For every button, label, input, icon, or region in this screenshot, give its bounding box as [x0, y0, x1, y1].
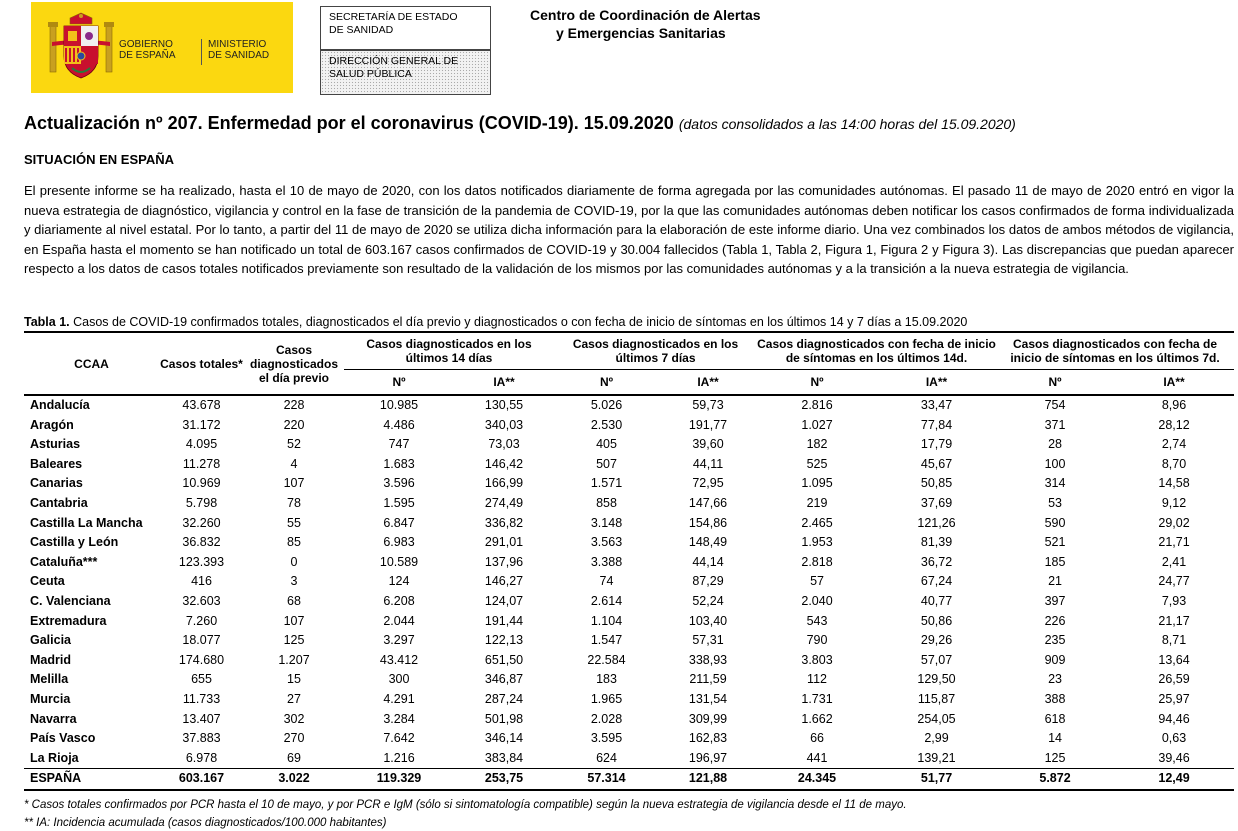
col-header-dia-previo: Casos diagnosticados el día previo	[244, 332, 344, 395]
table-row	[24, 553, 1234, 573]
cell-ia-sint-14d: 254,05	[917, 711, 956, 726]
total-n-sint-7d: 5.872	[996, 769, 1114, 790]
cell-ia-7d: 87,29	[692, 574, 724, 589]
cell-n-sint-7d: 909	[1044, 652, 1066, 667]
cell-ia-14d: 146,42	[484, 456, 524, 471]
cell-n-sint-14d: 1.027	[801, 417, 833, 432]
cell-n-sint-14d: 2.040	[801, 593, 833, 608]
cell-ia-sint-14d: 57,07	[920, 652, 953, 667]
total-n-14d: 119.329	[344, 769, 454, 790]
table-row	[24, 592, 1234, 612]
cell-n-14d: 4.486	[383, 417, 415, 432]
cell-casos-totales: 32.260	[182, 515, 221, 530]
cell-dia-previo: 69	[287, 750, 301, 765]
cell-ia-7d: 39,60	[692, 437, 724, 452]
cell-n-14d: 4.291	[383, 691, 415, 706]
cell-n-7d: 2.530	[590, 417, 623, 432]
table-row	[24, 651, 1234, 671]
table-total-row	[24, 769, 1234, 790]
cell-casos-totales: 7.260	[185, 613, 218, 628]
cell-ia-sint-14d: 2,99	[924, 731, 949, 746]
cell-n-sint-7d: 23	[1048, 672, 1062, 687]
col-header-ia: IA**	[659, 370, 757, 396]
cell-ia-14d: 340,03	[484, 417, 524, 432]
cell-ia-14d: 122,13	[484, 633, 524, 648]
cell-ia-14d: 346,87	[484, 672, 524, 687]
cell-n-sint-14d: 182	[806, 437, 828, 452]
col-header-sintomas-7d: Casos diagnosticados con fecha de inicio de síntomas en los últimos 7d.	[996, 332, 1234, 370]
cell-casos-totales: 174.680	[178, 652, 225, 667]
cell-n-sint-14d: 2.818	[801, 554, 833, 569]
table-row	[24, 435, 1234, 455]
col-header-7-dias: Casos diagnosticados en los últimos 7 días	[554, 332, 757, 370]
cell-n-sint-7d: 521	[1044, 535, 1066, 550]
col-header-ia: IA**	[454, 370, 554, 396]
cell-dia-previo: 78	[287, 495, 301, 510]
cell-n-14d: 300	[388, 672, 410, 687]
cell-dia-previo: 4	[290, 456, 298, 471]
cell-n-7d: 405	[596, 437, 617, 452]
cell-ia-sint-14d: 139,21	[917, 750, 956, 765]
cell-n-sint-7d: 618	[1044, 711, 1066, 726]
cell-ia-sint-7d: 2,74	[1161, 437, 1187, 452]
col-header-n: Nº	[996, 370, 1114, 396]
cell-n-14d: 3.284	[383, 711, 415, 726]
cell-n-sint-14d: 1.095	[801, 476, 833, 491]
cell-ccaa: Aragón	[30, 417, 74, 432]
cell-ccaa: Baleares	[30, 456, 83, 471]
cell-ia-sint-7d: 9,12	[1161, 495, 1187, 510]
cell-dia-previo: 52	[287, 437, 301, 452]
cell-ccaa: Murcia	[30, 691, 71, 706]
cell-n-7d: 507	[596, 456, 617, 471]
table-row	[24, 670, 1234, 690]
cell-n-7d: 3.595	[590, 731, 623, 746]
cell-n-sint-7d: 226	[1044, 613, 1066, 628]
cell-n-14d: 1.595	[383, 495, 415, 510]
cell-ia-14d: 501,98	[484, 711, 524, 726]
cell-casos-totales: 416	[191, 574, 212, 589]
cell-ia-sint-7d: 21,17	[1158, 613, 1190, 628]
cell-ia-7d: 162,83	[688, 731, 728, 746]
cell-ia-sint-7d: 0,63	[1161, 731, 1187, 746]
cell-ccaa: Canarias	[30, 476, 83, 491]
cell-n-14d: 43.412	[379, 652, 419, 667]
cell-n-14d: 3.596	[383, 476, 415, 491]
col-header-n: Nº	[344, 370, 454, 396]
cell-ia-7d: 148,49	[688, 535, 728, 550]
cell-casos-totales: 37.883	[182, 731, 221, 746]
cell-n-sint-14d: 543	[806, 613, 828, 628]
cell-n-sint-14d: 2.465	[801, 515, 833, 530]
cell-n-14d: 2.044	[383, 613, 415, 628]
cell-n-sint-14d: 112	[807, 672, 827, 687]
cell-ia-7d: 338,93	[688, 652, 728, 667]
cell-n-7d: 624	[596, 750, 617, 765]
footnote-1: * Casos totales confirmados por PCR hasta el 10 de mayo, y por PCR e IgM (sólo si sintomatología compatible) según la nueva estrategia de vigilancia desde el 11 de mayo.	[24, 799, 907, 811]
total-casos-totales: 603.167	[159, 769, 244, 790]
cell-n-sint-14d: 1.731	[801, 691, 833, 706]
cell-dia-previo: 220	[283, 417, 305, 432]
cell-ia-7d: 44,14	[692, 554, 724, 569]
cell-n-7d: 1.571	[590, 476, 623, 491]
table-row	[24, 533, 1234, 553]
cell-n-sint-14d: 66	[810, 731, 824, 746]
cell-n-sint-7d: 125	[1044, 750, 1066, 765]
cell-n-7d: 5.026	[590, 398, 623, 412]
cell-ia-14d: 137,96	[484, 554, 524, 569]
cell-ccaa: Cantabria	[30, 495, 88, 510]
cell-casos-totales: 36.832	[182, 535, 221, 550]
cell-ia-sint-14d: 36,72	[920, 554, 953, 569]
cell-n-7d: 2.028	[590, 711, 623, 726]
table-row	[24, 572, 1234, 592]
cell-n-14d: 10.985	[379, 398, 419, 412]
cell-n-14d: 10.589	[379, 554, 419, 569]
cell-ia-sint-14d: 67,24	[920, 574, 953, 589]
cell-ia-7d: 211,59	[689, 672, 727, 687]
cell-dia-previo: 85	[287, 535, 301, 550]
cell-ia-14d: 287,24	[484, 691, 524, 706]
cell-dia-previo: 302	[283, 711, 305, 726]
cell-ia-14d: 651,50	[484, 652, 524, 667]
cell-casos-totales: 4.095	[185, 437, 218, 452]
cell-casos-totales: 5.798	[185, 495, 218, 510]
cell-ccaa: C. Valenciana	[30, 593, 111, 608]
table-row	[24, 612, 1234, 632]
col-header-ia: IA**	[877, 370, 996, 396]
cell-ia-sint-14d: 81,39	[920, 535, 953, 550]
cell-ia-sint-7d: 2,41	[1161, 554, 1187, 569]
cell-dia-previo: 228	[283, 398, 305, 412]
cell-n-7d: 183	[596, 672, 617, 687]
cell-ia-sint-7d: 28,12	[1158, 417, 1190, 432]
cell-casos-totales: 6.978	[185, 750, 218, 765]
cell-dia-previo: 125	[283, 633, 305, 648]
cell-n-14d: 3.297	[383, 633, 415, 648]
center-title-line1: Centro de Coordinación de Alertas	[530, 7, 761, 23]
cell-ccaa: Asturias	[30, 437, 81, 452]
cell-casos-totales: 123.393	[178, 554, 225, 569]
total-ia-sint-7d: 12,49	[1114, 769, 1234, 790]
cell-ccaa: Navarra	[30, 711, 77, 726]
cell-ia-14d: 130,55	[484, 398, 524, 412]
cell-n-7d: 74	[599, 574, 614, 589]
col-header-ia: IA**	[1114, 370, 1234, 396]
cell-casos-totales: 43.678	[182, 398, 221, 412]
cell-n-7d: 1.104	[590, 613, 623, 628]
table-row	[24, 710, 1234, 730]
cell-ia-14d: 346,14	[484, 731, 524, 746]
cell-ia-7d: 57,31	[692, 633, 724, 648]
total-ia-7d: 121,88	[659, 769, 757, 790]
cell-ia-14d: 146,27	[484, 574, 524, 589]
cell-ia-sint-7d: 14,58	[1158, 476, 1190, 491]
total-dia-previo: 3.022	[244, 769, 344, 790]
table-row	[24, 690, 1234, 710]
cell-n-sint-7d: 388	[1044, 691, 1066, 706]
cell-ia-sint-14d: 17,79	[920, 437, 953, 452]
cell-n-sint-7d: 53	[1048, 495, 1062, 510]
cell-n-sint-7d: 397	[1044, 593, 1066, 608]
cell-ia-7d: 154,86	[688, 515, 728, 530]
total-ia-14d: 253,75	[454, 769, 554, 790]
cell-casos-totales: 11.278	[182, 456, 221, 471]
footnote-2: ** IA: Incidencia acumulada (casos diagnosticados/100.000 habitantes)	[24, 817, 387, 829]
cell-ia-sint-14d: 29,26	[920, 633, 953, 648]
col-header-ccaa: CCAA	[24, 332, 159, 395]
cell-ia-sint-14d: 33,47	[920, 398, 953, 412]
cell-ia-7d: 309,99	[688, 711, 728, 726]
gobierno-banner	[31, 2, 293, 93]
cell-ia-14d: 73,03	[488, 437, 520, 452]
cell-ia-sint-14d: 37,69	[920, 495, 953, 510]
intro-paragraph: El presente informe se ha realizado, hasta el 10 de mayo de 2020, con los datos notificados diariamente de forma agregada por las comunidades autónomas. El pasado 11 de mayo de 2020 entró en vigor la nueva estrategia de diagnóstico, vigilancia y control en la fase de transición de la pandemia de COVID-19, por la que las comunidades autónomas deben notificar los casos confirmados de forma individualizada y diariamente al nivel estatal. Por lo tanto, a partir del 11 de mayo de 2020 se utiliza dicha información para la elaboración de este informe diario. Una vez combinados los datos de ambos métodos de vigilancia, en España hasta el momento se han notificado un total de 603.167 casos confirmados de COVID-19 y 30.004 fallecidos (Tabla 1, Tabla 2, Figura 1, Figura 2 y Figura 3). Las discrepancias que puedan aparecer respecto a los datos de casos totales notificados previamente son resultado de la validación de los mismos por las comunidades autónomas y a la transición a la nueva estrategia de vigilancia.	[24, 183, 1234, 276]
cell-ia-sint-7d: 21,71	[1158, 535, 1190, 550]
covid-table	[24, 331, 1234, 791]
total-n-sint-14d: 24.345	[757, 769, 877, 790]
cell-n-14d: 6.983	[383, 535, 415, 550]
cell-ccaa: Castilla y León	[30, 535, 119, 550]
table-row	[24, 416, 1234, 436]
cell-ccaa: Cataluña***	[30, 554, 98, 569]
cell-n-sint-14d: 790	[806, 633, 828, 648]
cell-n-sint-7d: 754	[1044, 398, 1066, 412]
cell-ia-sint-14d: 45,67	[920, 456, 953, 471]
cell-ia-7d: 103,40	[688, 613, 728, 628]
cell-casos-totales: 13.407	[182, 711, 221, 726]
total-n-7d: 57.314	[554, 769, 659, 790]
col-header-casos-totales: Casos totales*	[159, 332, 244, 395]
cell-dia-previo: 0	[290, 554, 298, 569]
cell-ia-sint-14d: 40,77	[920, 593, 953, 608]
col-header-n: Nº	[554, 370, 659, 396]
cell-n-14d: 124	[388, 574, 410, 589]
secretaria-box: SECRETARÍA DE ESTADO DE SANIDAD	[320, 6, 491, 50]
cell-ia-7d: 147,66	[688, 495, 728, 510]
cell-ia-14d: 166,99	[484, 476, 524, 491]
table-body	[24, 395, 1234, 790]
cell-casos-totales: 32.603	[182, 593, 221, 608]
cell-ccaa: Galicia	[30, 633, 71, 648]
cell-ia-sint-7d: 8,96	[1161, 398, 1187, 412]
table-row	[24, 514, 1234, 534]
cell-ia-sint-14d: 50,85	[920, 476, 953, 491]
cell-n-sint-7d: 590	[1044, 515, 1066, 530]
page-title	[24, 113, 1016, 134]
cell-n-7d: 22.584	[587, 652, 626, 667]
cell-ia-7d: 191,77	[688, 417, 728, 432]
cell-n-sint-14d: 441	[806, 750, 828, 765]
cell-n-sint-7d: 314	[1044, 476, 1066, 491]
cell-n-7d: 1.547	[590, 633, 623, 648]
cell-dia-previo: 68	[287, 593, 301, 608]
cell-ia-sint-7d: 39,46	[1158, 750, 1190, 765]
cell-ia-7d: 131,54	[688, 691, 728, 706]
total-ccaa: ESPAÑA	[24, 769, 159, 790]
table-row	[24, 749, 1234, 769]
cell-ia-sint-7d: 29,02	[1158, 515, 1190, 530]
cell-n-7d: 3.563	[590, 535, 623, 550]
table-row	[24, 474, 1234, 494]
cell-casos-totales: 18.077	[182, 633, 221, 648]
cell-n-sint-7d: 235	[1044, 633, 1066, 648]
cell-n-sint-14d: 219	[806, 495, 828, 510]
section-heading: SITUACIÓN EN ESPAÑA	[24, 152, 174, 167]
cell-dia-previo: 1.207	[278, 652, 310, 667]
cell-n-14d: 747	[388, 437, 410, 452]
cell-n-7d: 3.148	[590, 515, 623, 530]
gobierno-label: GOBIERNO DE ESPAÑA	[119, 39, 176, 61]
cell-dia-previo: 55	[287, 515, 301, 530]
cell-n-sint-14d: 1.953	[801, 535, 833, 550]
center-title	[530, 6, 761, 42]
cell-n-14d: 6.208	[383, 593, 415, 608]
col-header-n: Nº	[757, 370, 877, 396]
cell-ccaa: Extremadura	[30, 613, 107, 628]
cell-n-7d: 3.388	[590, 554, 623, 569]
cell-ia-7d: 196,97	[688, 750, 728, 765]
cell-n-sint-7d: 14	[1048, 731, 1062, 746]
cell-n-sint-7d: 28	[1048, 437, 1062, 452]
cell-ia-sint-7d: 25,97	[1158, 691, 1190, 706]
cell-ia-sint-14d: 77,84	[920, 417, 953, 432]
table-caption-text: Casos de COVID-19 confirmados totales, diagnosticados el día previo y diagnosticados o con fecha de inicio de síntomas en los últimos 14 y 7 días a 15.09.2020	[69, 315, 968, 329]
table-row	[24, 729, 1234, 749]
table-row	[24, 631, 1234, 651]
cell-ccaa: Castilla La Mancha	[30, 515, 143, 530]
cell-ccaa: La Rioja	[30, 750, 79, 765]
cell-ia-sint-7d: 8,70	[1161, 456, 1187, 471]
cell-n-14d: 6.847	[383, 515, 415, 530]
cell-ia-7d: 72,95	[692, 476, 724, 491]
col-header-sintomas-14d: Casos diagnosticados con fecha de inicio de síntomas en los últimos 14d.	[757, 332, 996, 370]
cell-dia-previo: 27	[287, 691, 301, 706]
cell-dia-previo: 3	[290, 574, 298, 589]
cell-ia-sint-7d: 24,77	[1158, 574, 1190, 589]
cell-n-14d: 7.642	[383, 731, 415, 746]
cell-casos-totales: 10.969	[182, 476, 221, 491]
cell-n-sint-14d: 1.662	[801, 711, 833, 726]
cell-n-7d: 1.965	[590, 691, 623, 706]
table-caption	[24, 315, 967, 329]
cell-n-sint-7d: 21	[1048, 574, 1062, 589]
table-row	[24, 455, 1234, 475]
cell-n-14d: 1.216	[383, 750, 415, 765]
cell-ia-sint-7d: 7,93	[1161, 593, 1187, 608]
cell-ia-14d: 336,82	[484, 515, 524, 530]
page-title-sub: (datos consolidados a las 14:00 horas del 15.09.2020)	[678, 116, 1016, 132]
cell-dia-previo: 270	[283, 731, 305, 746]
cell-ia-sint-7d: 26,59	[1158, 672, 1190, 687]
cell-n-sint-7d: 371	[1044, 417, 1066, 432]
direccion-box: DIRECCIÓN GENERAL DE SALUD PÚBLICA	[320, 50, 491, 95]
cell-ccaa: Andalucía	[30, 398, 90, 412]
cell-ia-sint-14d: 50,86	[920, 613, 953, 628]
cell-n-sint-7d: 185	[1044, 554, 1066, 569]
cell-ccaa: Ceuta	[30, 574, 65, 589]
cell-dia-previo: 15	[287, 672, 301, 687]
cell-casos-totales: 655	[191, 672, 212, 687]
cell-ia-14d: 383,84	[484, 750, 524, 765]
cell-n-sint-14d: 525	[806, 456, 828, 471]
cell-ia-7d: 59,73	[692, 398, 724, 412]
center-title-line2: y Emergencias Sanitarias	[556, 25, 726, 41]
cell-ia-sint-7d: 94,46	[1158, 711, 1190, 726]
cell-casos-totales: 11.733	[182, 691, 221, 706]
cell-dia-previo: 107	[283, 613, 305, 628]
cell-n-sint-14d: 3.803	[801, 652, 833, 667]
total-ia-sint-14d: 51,77	[877, 769, 996, 790]
cell-casos-totales: 31.172	[182, 417, 221, 432]
table-row	[24, 395, 1234, 416]
table-caption-label: Tabla 1.	[24, 315, 70, 329]
cell-n-7d: 858	[596, 495, 617, 510]
cell-ccaa: Madrid	[30, 652, 71, 667]
cell-ia-14d: 124,07	[484, 593, 524, 608]
cell-ia-sint-14d: 115,87	[917, 691, 956, 706]
cell-ia-7d: 52,24	[692, 593, 724, 608]
cell-dia-previo: 107	[283, 476, 305, 491]
cell-n-14d: 1.683	[383, 456, 415, 471]
cell-n-sint-14d: 2.816	[801, 398, 833, 412]
cell-ia-14d: 274,49	[484, 495, 524, 510]
banner-divider	[201, 39, 202, 65]
cell-ia-14d: 191,44	[484, 613, 524, 628]
col-header-14-dias: Casos diagnosticados en los últimos 14 días	[344, 332, 554, 370]
cell-ia-sint-14d: 121,26	[917, 515, 956, 530]
cell-ia-14d: 291,01	[484, 535, 524, 550]
cell-ia-sint-7d: 13,64	[1158, 652, 1190, 667]
cell-ccaa: País Vasco	[30, 731, 96, 746]
table-row	[24, 494, 1234, 514]
coat-of-arms-icon	[46, 12, 116, 84]
ministerio-label: MINISTERIO DE SANIDAD	[208, 39, 270, 61]
page-title-main: Actualización nº 207. Enfermedad por el coronavirus (COVID-19). 15.09.2020	[24, 113, 674, 133]
cell-ccaa: Melilla	[30, 672, 69, 687]
cell-n-7d: 2.614	[590, 593, 623, 608]
cell-ia-7d: 44,11	[692, 456, 724, 471]
cell-n-sint-7d: 100	[1044, 456, 1066, 471]
cell-n-sint-14d: 57	[810, 574, 824, 589]
cell-ia-sint-14d: 129,50	[917, 672, 956, 687]
cell-ia-sint-7d: 8,71	[1161, 633, 1187, 648]
